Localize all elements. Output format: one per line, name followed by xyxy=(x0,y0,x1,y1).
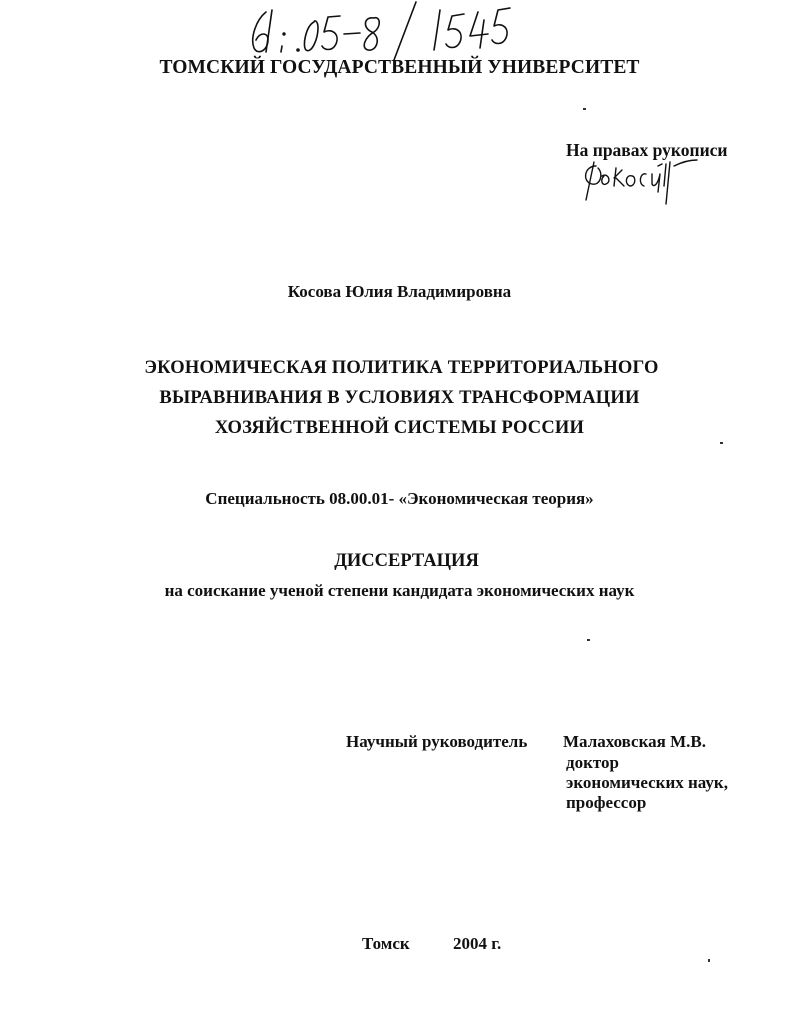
supervisor-name: Малаховская М.В. xyxy=(563,732,706,751)
supervisor-credential-3: профессор xyxy=(566,793,647,812)
manuscript-rights-label: На правах рукописи xyxy=(566,140,728,160)
dissertation-title-line-3: ХОЗЯЙСТВЕННОЙ СИСТЕМЫ РОССИИ xyxy=(214,418,585,438)
document-type-heading: ДИССЕРТАЦИЯ xyxy=(334,551,479,571)
city: Томск xyxy=(362,934,410,953)
handwritten-archive-number xyxy=(244,0,514,60)
supervisor-credential-2: экономических наук, xyxy=(566,773,728,792)
year: 2004 г. xyxy=(453,934,502,953)
university-name: ТОМСКИЙ ГОСУДАРСТВЕННЫЙ УНИВЕРСИТЕТ xyxy=(159,57,640,78)
scan-speck xyxy=(587,639,590,641)
author-signature xyxy=(578,152,698,208)
dissertation-title-line-2: ВЫРАВНИВАНИЯ В УСЛОВИЯХ ТРАНСФОРМАЦИИ xyxy=(159,388,640,408)
supervisor-credential-1: доктор xyxy=(566,753,619,772)
specialty-code: Специальность 08.00.01- «Экономическая теория» xyxy=(205,489,594,508)
scan-speck xyxy=(720,442,723,444)
degree-description: на соискание ученой степени кандидата экономических наук xyxy=(164,581,635,600)
dissertation-title-line-1: ЭКОНОМИЧЕСКАЯ ПОЛИТИКА ТЕРРИТОРИАЛЬНОГО xyxy=(144,358,659,378)
scan-speck xyxy=(583,108,586,110)
supervisor-label: Научный руководитель xyxy=(346,732,528,751)
scan-speck xyxy=(708,959,710,962)
author-name: Косова Юлия Владимировна xyxy=(287,282,512,301)
